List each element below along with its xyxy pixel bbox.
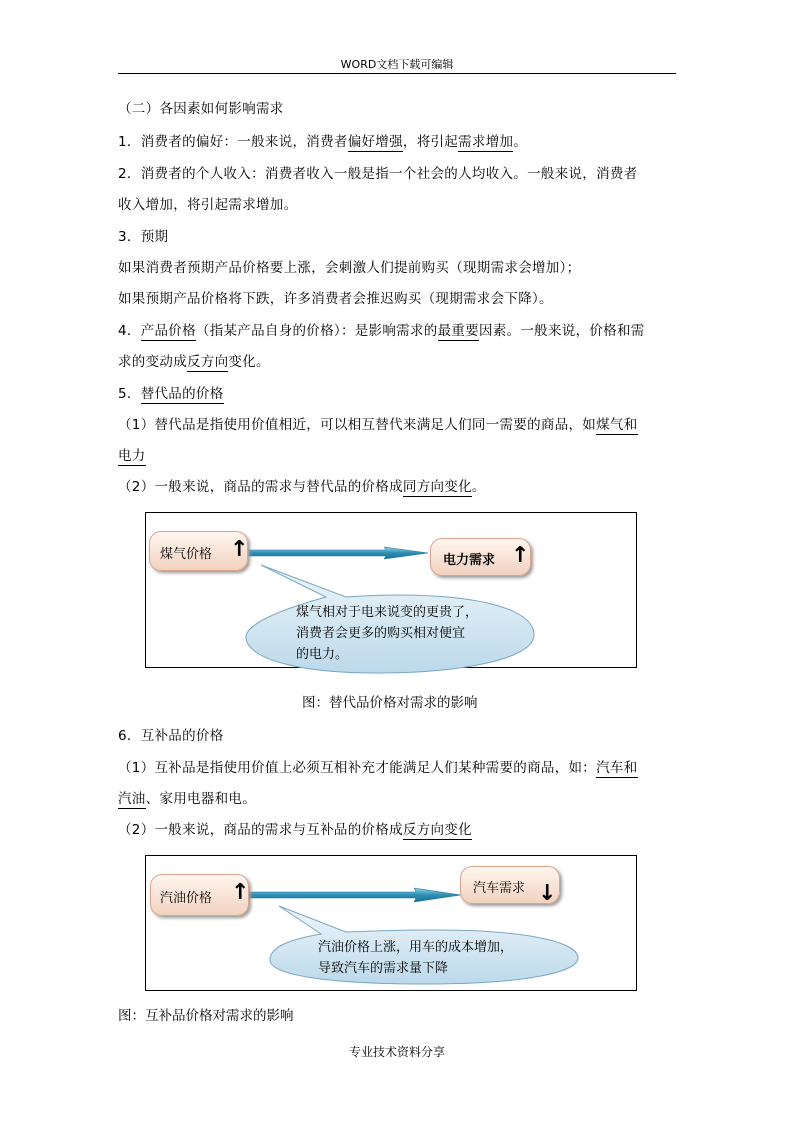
item-4-text: 因素。一般来说，价格和需 bbox=[478, 323, 645, 339]
down-arrow-icon: ↓ bbox=[538, 881, 557, 906]
item-3-line-1: 如果消费者预期产品价格要上涨，会刺激人们提前购买（现期需求会增加）； bbox=[118, 260, 581, 276]
gasoline-price-box bbox=[150, 874, 249, 916]
item-1-text: 。 bbox=[513, 134, 528, 150]
item-4-text: （指某产品自身的价格）：是影响需求的 bbox=[195, 323, 438, 339]
item-6-text: 、家用电器和电。 bbox=[145, 791, 257, 807]
item-5-p1-line-2 bbox=[118, 447, 146, 465]
item-5-title-text: 替代品的价格 bbox=[140, 386, 224, 402]
up-arrow-icon: ↑ bbox=[230, 537, 249, 562]
item-5-text: （1）替代品是指使用价值相近，可以相互替代来满足人们同一需要的商品，如 bbox=[118, 417, 597, 433]
item-4-line-2 bbox=[118, 353, 270, 371]
item-6-p2 bbox=[118, 821, 472, 839]
bubble-1-line-2: 消费者会更多的购买相对便宜 bbox=[296, 626, 466, 641]
electricity-demand-label: 电力需求 bbox=[443, 553, 496, 568]
item-4-underline-most-important: 最重要 bbox=[437, 323, 479, 339]
up-arrow-icon: ↑ bbox=[231, 880, 250, 905]
item-2-line-2: 收入增加，将引起需求增加。 bbox=[118, 197, 298, 213]
item-4-number: 4． bbox=[118, 323, 141, 339]
item-5-underline-electricity: 电力 bbox=[118, 448, 146, 464]
item-5-p2 bbox=[118, 478, 486, 496]
bubble-2-line-2: 导致汽车的需求量下降 bbox=[318, 961, 449, 976]
page-footer: 专业技术资料分享 bbox=[348, 1045, 445, 1059]
gasoline-price-label: 汽油价格 bbox=[160, 891, 213, 906]
item-5-underline-same-direction: 同方向变化 bbox=[402, 479, 472, 495]
item-4-underline-opposite: 反方向 bbox=[187, 354, 229, 370]
item-6-text: （1）互补品是指使用价值上必须互相补充才能满足人们某种需要的商品，如： bbox=[118, 760, 597, 776]
item-6-p1-line-1 bbox=[118, 759, 638, 777]
item-3-line-2: 如果预期产品价格将下跌，许多消费者会推迟购买（现期需求会下降）。 bbox=[118, 291, 553, 307]
diagram-complement-caption: 图：互补品价格对需求的影响 bbox=[118, 1008, 294, 1024]
item-1 bbox=[118, 133, 527, 151]
section-title: （二）各因素如何影响需求 bbox=[118, 101, 284, 117]
car-demand-label: 汽车需求 bbox=[473, 881, 526, 896]
page-header: WORD文档下载可编辑 bbox=[340, 58, 454, 71]
item-5-text: （2）一般来说，商品的需求与替代品的价格成 bbox=[118, 479, 403, 495]
bubble-1-line-3: 的电力。 bbox=[296, 647, 349, 662]
item-6-underline-opposite: 反方向变化 bbox=[402, 822, 472, 838]
bubble-2-line-1: 汽油价格上涨，用车的成本增加， bbox=[318, 940, 514, 955]
item-1-text: ，将引起 bbox=[402, 134, 459, 150]
item-5-p1-line-1 bbox=[118, 416, 638, 434]
item-1-underline-demand: 需求增加 bbox=[458, 134, 514, 150]
item-5-underline-gas: 煤气和 bbox=[596, 417, 638, 433]
item-1-underline-preference: 偏好增强 bbox=[347, 134, 403, 150]
item-6-p1-line-2 bbox=[118, 790, 256, 808]
item-4-line-1 bbox=[118, 322, 645, 340]
item-3-title: 3．预期 bbox=[118, 229, 169, 245]
car-demand-box bbox=[460, 866, 560, 904]
header-rule bbox=[118, 73, 676, 74]
item-5-number: 5． bbox=[118, 386, 141, 402]
item-2-line-1: 2．消费者的个人收入：消费者收入一般是指一个社会的人均收入。一般来说，消费者 bbox=[118, 166, 638, 182]
gas-price-label: 煤气价格 bbox=[160, 547, 213, 562]
electricity-demand-box bbox=[430, 538, 531, 576]
item-4-text: 求的变动成 bbox=[118, 354, 187, 370]
connector-arrow bbox=[249, 547, 428, 559]
item-5-text: 。 bbox=[471, 479, 486, 495]
item-4-text: 变化。 bbox=[228, 354, 270, 370]
item-4-underline-price: 产品价格 bbox=[140, 323, 196, 339]
item-6-title: 6．互补品的价格 bbox=[118, 728, 224, 744]
item-1-text: 1．消费者的偏好：一般来说，消费者 bbox=[118, 134, 348, 150]
item-6-text: （2）一般来说，商品的需求与互补品的价格成 bbox=[118, 822, 403, 838]
connector-arrow bbox=[249, 888, 461, 902]
diagram-substitute-caption: 图：替代品价格对需求的影响 bbox=[302, 695, 478, 711]
bubble-1-line-1: 煤气相对于电来说变的更贵了， bbox=[296, 605, 479, 620]
gas-price-box bbox=[149, 531, 248, 571]
up-arrow-icon: ↑ bbox=[511, 543, 530, 568]
item-5-title bbox=[118, 385, 224, 403]
item-6-underline-car: 汽车和 bbox=[596, 760, 638, 776]
item-6-underline-gasoline: 汽油 bbox=[118, 791, 146, 807]
